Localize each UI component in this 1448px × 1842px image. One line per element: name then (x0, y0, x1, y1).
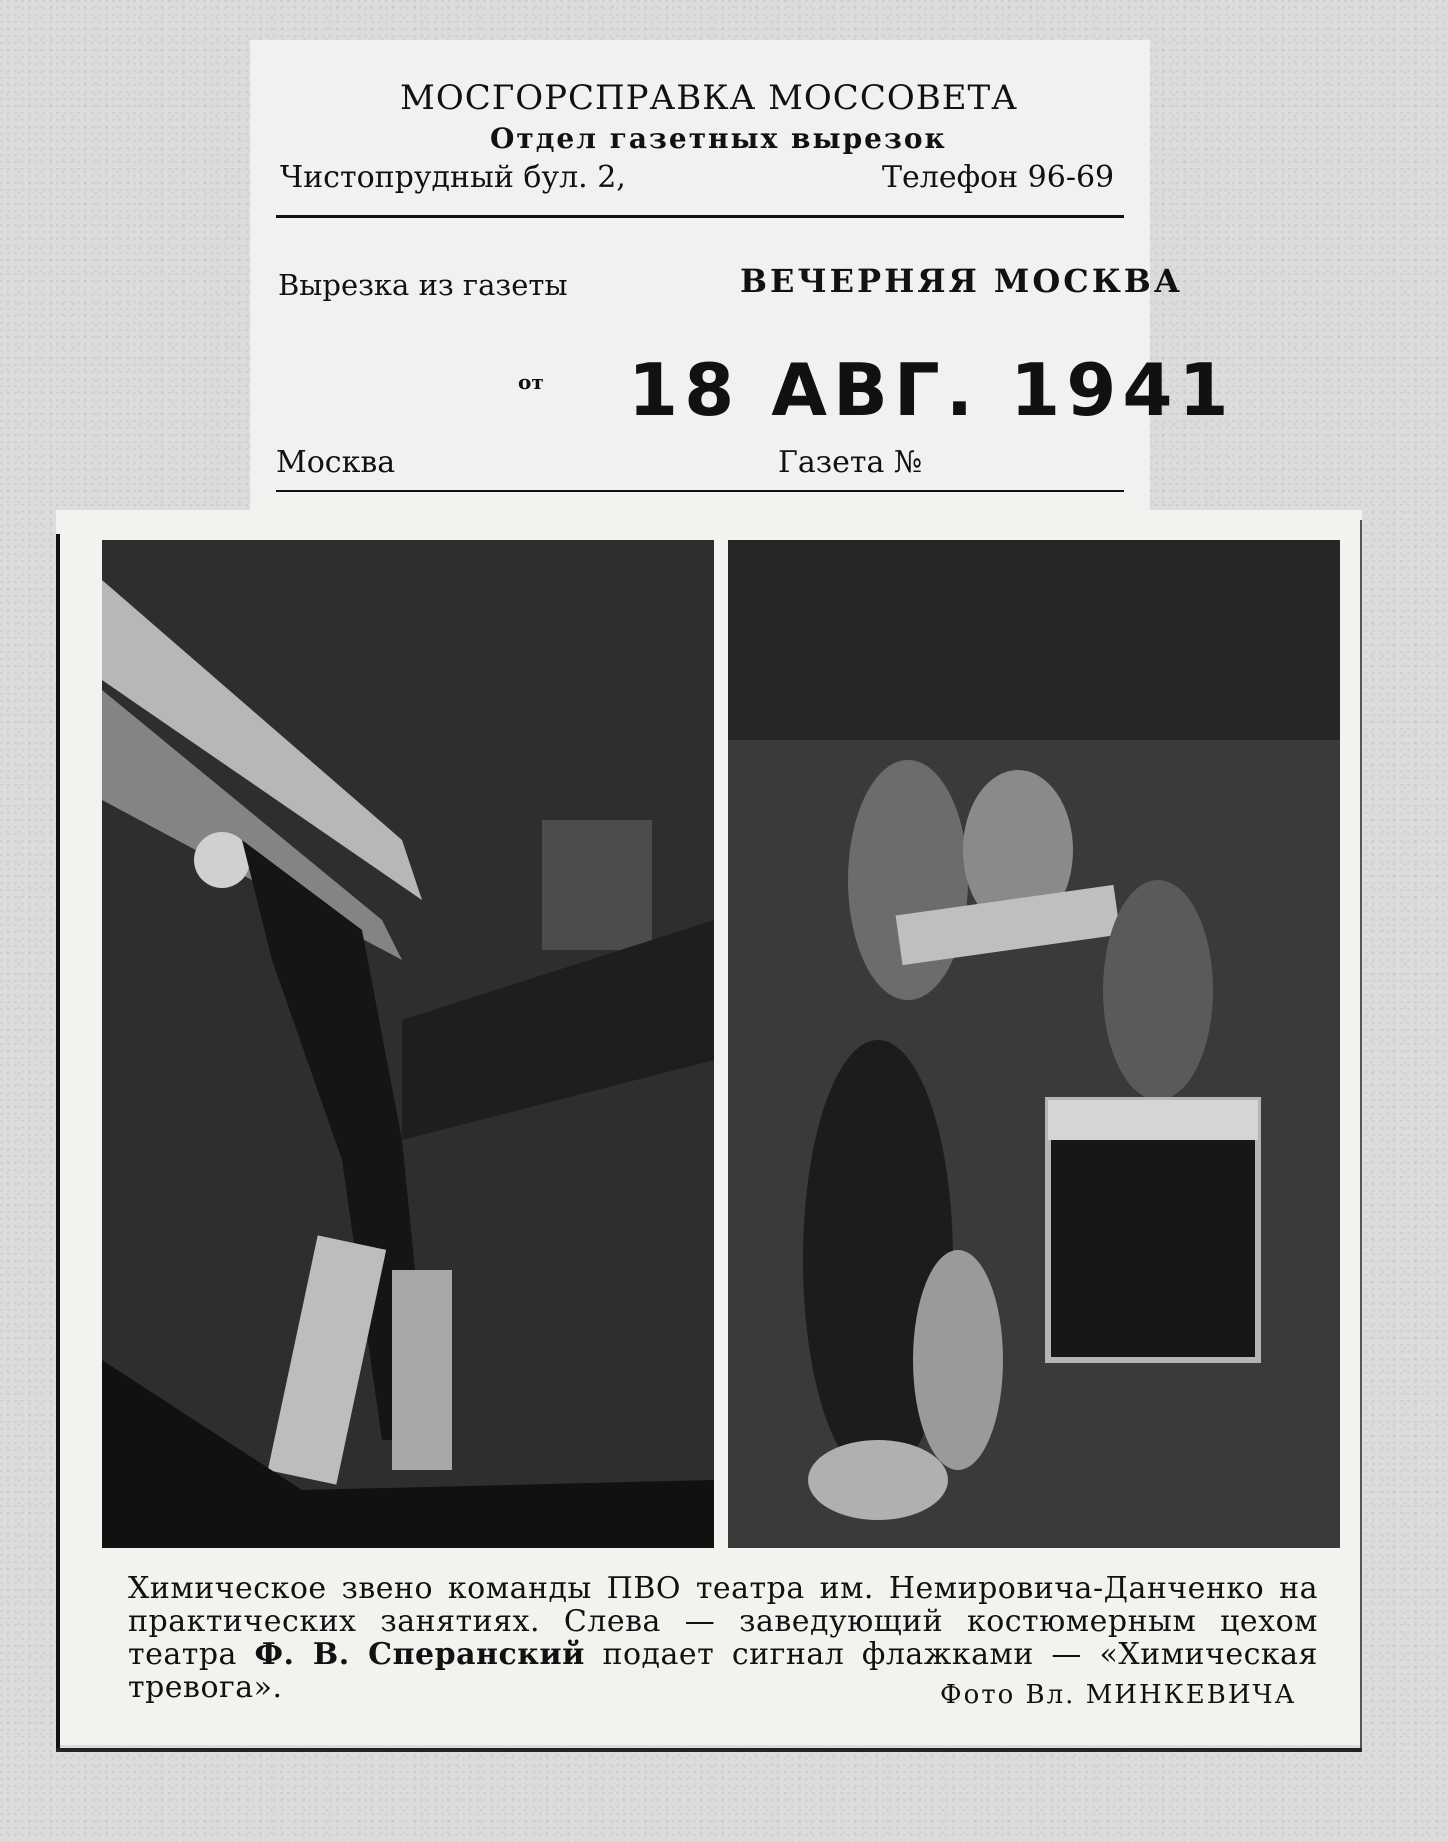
clipping-edge-bottom (56, 1748, 1362, 1752)
phone: Телефон 96-69 (882, 160, 1115, 195)
department-title: Отдел газетных вырезок (490, 122, 947, 155)
cut-from-label: Вырезка из газеты (278, 268, 568, 302)
caption-text-1: Химическое звено команды ПВО театра им. Немировича-Данченко на практических занятиях. Слева — заведующий костюмерным цехом театра (128, 1571, 1318, 1672)
caption-text-2: подает сигнал флажками — «Химическая тревога». (128, 1637, 1318, 1705)
footer-rule (276, 490, 1124, 492)
clipping-edge-right (1360, 520, 1362, 1752)
photo-right-drawing (728, 540, 1340, 1548)
city: Москва (276, 445, 396, 480)
photo-left (102, 540, 714, 1548)
clipping-date: 18 АВГ. 1941 (628, 348, 1235, 432)
header-rule (276, 215, 1124, 218)
issue-label: Газета № (778, 445, 923, 480)
address: Чистопрудный бул. 2, (280, 160, 626, 195)
clipping-edge-left (56, 534, 60, 1752)
caption-name: Ф. В. Сперанский (254, 1637, 585, 1672)
newspaper-name: ВЕЧЕРНЯЯ МОСКВА (740, 262, 1183, 300)
date-prefix: от (518, 370, 544, 394)
photo-left-drawing (102, 540, 714, 1548)
photo-credit: Фото Вл. МИНКЕВИЧА (940, 1680, 1297, 1710)
photo-right (728, 540, 1340, 1548)
org-title: МОСГОРСПРАВКА МОССОВЕТА (400, 78, 1018, 118)
